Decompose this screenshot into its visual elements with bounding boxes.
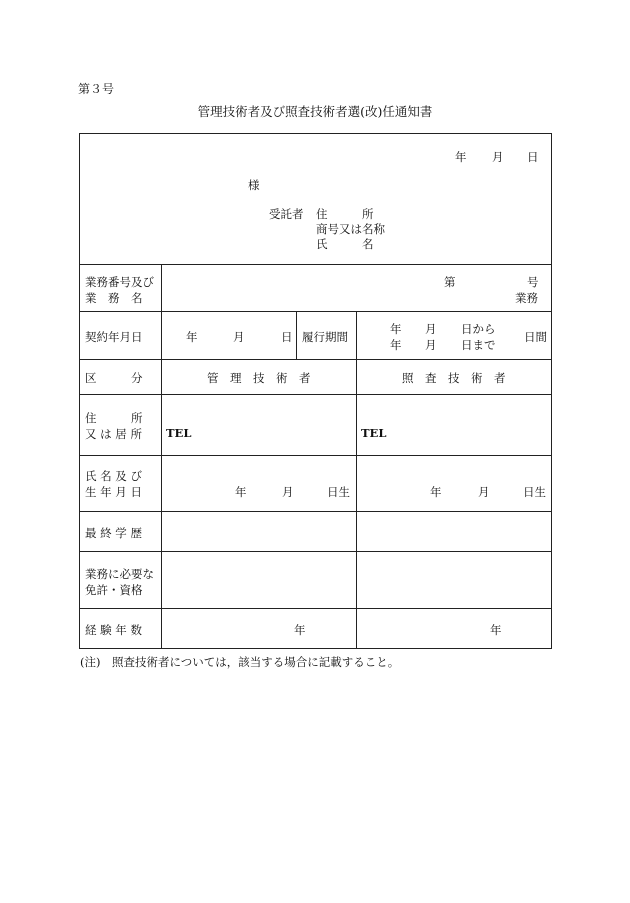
checker-tel: TEL [361, 426, 387, 440]
business-number-prefix: 第 [444, 275, 456, 289]
row-divider [80, 394, 551, 395]
row-divider [80, 511, 551, 512]
experience-label: 経 験 年 数 [85, 623, 142, 637]
checker-birth-month: 月 [478, 485, 490, 499]
row-divider [80, 264, 551, 265]
form-number: 第３号 [78, 82, 115, 96]
manager-birth-year: 年 [235, 485, 247, 499]
checker-experience-unit: 年 [490, 623, 502, 637]
business-label-line2: 業 務 名 [85, 291, 143, 305]
name-birth-label-line1: 氏 名 及 び [85, 469, 142, 483]
period-to-month: 月 [425, 338, 437, 352]
addressee-suffix: 様 [248, 178, 260, 192]
checker-birth-year: 年 [430, 485, 442, 499]
address-label: 住 所 [316, 207, 374, 221]
contract-day: 日 [281, 330, 293, 344]
business-suffix: 業務 [515, 291, 538, 305]
address-row-label-line1: 住 所 [85, 411, 143, 425]
row-divider [80, 359, 551, 360]
footnote: (注) 照査技術者については，該当する場合に記載すること。 [80, 655, 400, 669]
checker-birth-suffix: 日生 [523, 485, 546, 499]
sender-label: 受託者 [269, 207, 304, 221]
period-days-suffix: 日間 [524, 330, 547, 344]
row-divider [80, 455, 551, 456]
address-row-label-line2: 又 は 居 所 [85, 427, 142, 441]
license-label-line2: 免許・資格 [85, 583, 143, 597]
manager-column-header: 管 理 技 術 者 [207, 371, 311, 385]
manager-tel: TEL [166, 426, 192, 440]
row-divider [80, 311, 551, 312]
education-label: 最 終 学 歴 [85, 526, 142, 540]
period-label: 履行期間 [302, 330, 348, 344]
period-to-year: 年 [390, 338, 402, 352]
label-column-divider [161, 264, 162, 648]
column-divider [296, 311, 297, 359]
business-label-line1: 業務番号及び [85, 275, 154, 289]
license-label-line1: 業務に必要な [85, 567, 154, 581]
form-table [79, 133, 552, 649]
period-from-month: 月 [425, 322, 437, 336]
period-from-year: 年 [390, 322, 402, 336]
date-year: 年 [455, 150, 467, 164]
contract-label: 契約年月日 [85, 330, 143, 344]
checker-column-header: 照 査 技 術 者 [402, 371, 506, 385]
row-divider [80, 608, 551, 609]
manager-birth-suffix: 日生 [327, 485, 350, 499]
contract-month: 月 [233, 330, 245, 344]
period-to-day: 日まで [461, 338, 496, 352]
category-label: 区 分 [85, 371, 143, 385]
period-from-day: 日から [461, 322, 496, 336]
contract-year: 年 [186, 330, 198, 344]
manager-experience-unit: 年 [294, 623, 306, 637]
document-title: 管理技術者及び照査技術者選(改)任通知書 [197, 104, 433, 119]
name-label: 氏 名 [316, 237, 374, 251]
date-month: 月 [492, 150, 504, 164]
company-label: 商号又は名称 [316, 222, 385, 236]
name-birth-label-line2: 生 年 月 日 [85, 485, 142, 499]
row-divider [80, 551, 551, 552]
date-day: 日 [527, 150, 539, 164]
business-number-suffix: 号 [527, 275, 539, 289]
manager-birth-month: 月 [282, 485, 294, 499]
column-divider [356, 311, 357, 648]
